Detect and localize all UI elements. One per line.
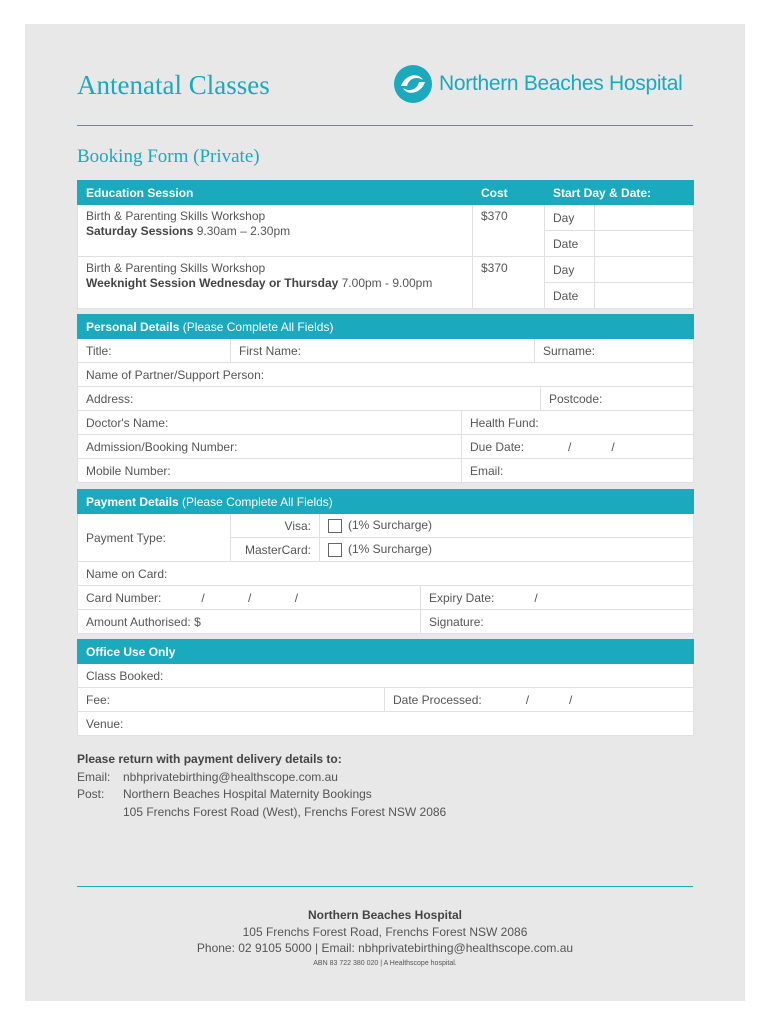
day-label: Day bbox=[545, 257, 595, 283]
expiry-date-field[interactable]: Expiry Date: / bbox=[421, 586, 694, 610]
session-cell bbox=[78, 257, 473, 309]
return-post-line1: Northern Beaches Hospital Maternity Bookings bbox=[123, 787, 372, 801]
session-detail-time: 9.30am – 2.30pm bbox=[193, 224, 291, 238]
mastercard-checkbox[interactable] bbox=[328, 543, 342, 557]
wave-logo-icon bbox=[393, 64, 433, 104]
date-label: Date bbox=[545, 231, 595, 257]
mastercard-option[interactable]: (1% Surcharge) bbox=[320, 538, 694, 562]
postcode-field[interactable]: Postcode: bbox=[541, 387, 694, 411]
amount-authorised-field[interactable]: Amount Authorised: $ bbox=[78, 610, 421, 634]
admission-number-field[interactable]: Admission/Booking Number: bbox=[78, 435, 462, 459]
form-subtitle: Booking Form (Private) bbox=[77, 146, 260, 167]
session-cell bbox=[78, 205, 473, 257]
return-email: nbhprivatebirthing@healthscope.com.au bbox=[123, 769, 338, 784]
col-cost-header: Cost bbox=[473, 181, 545, 205]
session-title: Birth & Parenting Skills Workshop bbox=[86, 261, 266, 275]
footer-divider bbox=[77, 886, 693, 887]
payment-details-heading: Payment Details (Please Complete All Fields) bbox=[78, 490, 694, 514]
office-use-heading: Office Use Only bbox=[78, 640, 694, 664]
hospital-logo bbox=[393, 64, 682, 104]
surname-field[interactable]: Surname: bbox=[535, 339, 694, 363]
return-post-line2: 105 Frenchs Forest Road (West), Frenchs Forest NSW 2086 bbox=[123, 804, 447, 819]
doctor-field[interactable]: Doctor's Name: bbox=[78, 411, 462, 435]
visa-option[interactable]: (1% Surcharge) bbox=[320, 514, 694, 538]
visa-label: Visa: bbox=[231, 514, 320, 538]
session-cost: $370 bbox=[473, 257, 545, 309]
col-start-header: Start Day & Date: bbox=[545, 181, 694, 205]
due-date-field[interactable]: Due Date: / / bbox=[462, 435, 694, 459]
session-detail-time: 7.00pm - 9.00pm bbox=[338, 276, 433, 290]
return-email-label: Email: bbox=[77, 769, 111, 784]
logo-text: Northern Beaches Hospital bbox=[439, 72, 683, 95]
fee-field[interactable]: Fee: bbox=[78, 688, 385, 712]
return-heading: Please return with payment delivery details to: bbox=[77, 752, 342, 766]
personal-details-heading: Personal Details (Please Complete All Fields) bbox=[78, 315, 694, 339]
class-booked-field[interactable]: Class Booked: bbox=[78, 664, 694, 688]
day-field[interactable] bbox=[595, 257, 694, 283]
signature-field[interactable]: Signature: bbox=[421, 610, 694, 634]
session-title: Birth & Parenting Skills Workshop bbox=[86, 209, 266, 223]
footer-contact: Phone: 02 9105 5000 | Email: nbhprivatebirthing@healthscope.com.au bbox=[196, 941, 574, 955]
visa-checkbox[interactable] bbox=[328, 519, 342, 533]
return-post-label: Post: bbox=[77, 787, 105, 801]
footer-address: 105 Frenchs Forest Road, Frenchs Forest NSW 2086 bbox=[242, 925, 528, 939]
name-on-card-field[interactable]: Name on Card: bbox=[78, 562, 694, 586]
date-field[interactable] bbox=[595, 283, 694, 309]
health-fund-field[interactable]: Health Fund: bbox=[462, 411, 694, 435]
col-session-header: Education Session bbox=[78, 181, 473, 205]
date-label: Date bbox=[545, 283, 595, 309]
personal-details-table bbox=[77, 314, 694, 483]
session-detail-bold: Saturday Sessions bbox=[86, 224, 194, 238]
mastercard-label: MasterCard: bbox=[231, 538, 320, 562]
footer-abn: ABN 83 722 380 020 | A Healthscope hospital. bbox=[313, 960, 457, 967]
first-name-field[interactable]: First Name: bbox=[231, 339, 535, 363]
session-cost: $370 bbox=[473, 205, 545, 257]
payment-details-table bbox=[77, 489, 694, 634]
page-title: Antenatal Classes bbox=[77, 70, 270, 100]
footer-hospital-name: Northern Beaches Hospital bbox=[307, 908, 463, 922]
partner-field[interactable]: Name of Partner/Support Person: bbox=[78, 363, 694, 387]
day-label: Day bbox=[545, 205, 595, 231]
day-field[interactable] bbox=[595, 205, 694, 231]
session-detail-bold: Weeknight Session Wednesday or Thursday bbox=[86, 276, 339, 290]
email-field[interactable]: Email: bbox=[462, 459, 694, 483]
office-use-table bbox=[77, 639, 694, 736]
payment-type-label: Payment Type: bbox=[78, 514, 231, 562]
form-page bbox=[25, 24, 745, 1001]
footer bbox=[25, 908, 745, 967]
card-number-field[interactable]: Card Number: / / / bbox=[78, 586, 421, 610]
sessions-table bbox=[77, 180, 694, 309]
venue-field[interactable]: Venue: bbox=[78, 712, 694, 736]
date-field[interactable] bbox=[595, 231, 694, 257]
mobile-field[interactable]: Mobile Number: bbox=[78, 459, 462, 483]
date-processed-field[interactable]: Date Processed: / / bbox=[385, 688, 694, 712]
return-instructions bbox=[77, 751, 446, 821]
header-divider bbox=[77, 125, 693, 126]
title-field[interactable]: Title: bbox=[78, 339, 231, 363]
address-field[interactable]: Address: bbox=[78, 387, 541, 411]
